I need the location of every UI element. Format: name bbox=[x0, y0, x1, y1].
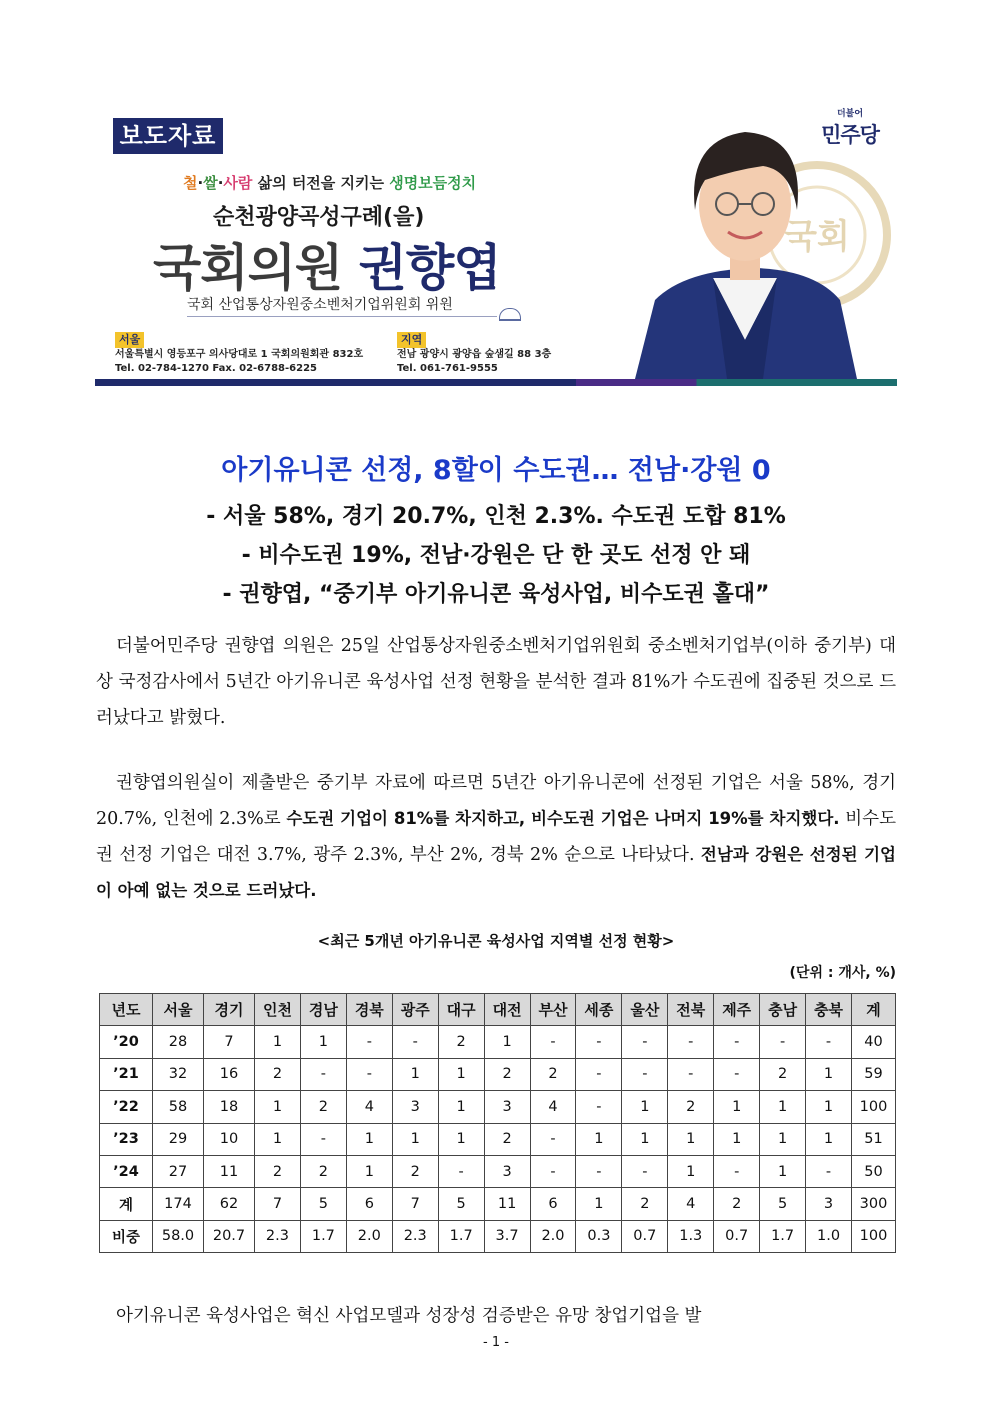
table-cell: 1 bbox=[806, 1058, 852, 1090]
table-cell: - bbox=[714, 1155, 760, 1187]
table-cell: 1 bbox=[255, 1026, 301, 1058]
table-header-cell: 경북 bbox=[346, 994, 392, 1026]
table-cell: 1 bbox=[346, 1123, 392, 1155]
table-cell: - bbox=[438, 1155, 484, 1187]
table-cell: - bbox=[760, 1026, 806, 1058]
table-header-cell: 대전 bbox=[484, 994, 530, 1026]
lawmaker-name: 권향엽 bbox=[358, 239, 501, 297]
local-address: 전남 광양시 광양읍 숲샘길 88 3층 bbox=[397, 349, 552, 360]
slogan-middle: 삶의 터전을 지키는 bbox=[252, 174, 390, 192]
table-cell: 6 bbox=[346, 1188, 392, 1220]
district-name: 순천광양곡성구례(을) bbox=[213, 205, 425, 230]
table-cell: 1 bbox=[622, 1091, 668, 1123]
page-number: - 1 - bbox=[483, 1335, 509, 1350]
table-cell: 51 bbox=[851, 1123, 895, 1155]
table-cell: 6 bbox=[530, 1188, 576, 1220]
table-cell: 4 bbox=[530, 1091, 576, 1123]
table-header-cell: 경남 bbox=[300, 994, 346, 1026]
seal-text: 국회 bbox=[784, 217, 850, 257]
table-cell: 300 bbox=[851, 1188, 895, 1220]
party-logo-small: 더불어 bbox=[836, 109, 864, 119]
table-cell: - bbox=[806, 1155, 852, 1187]
table-cell: 3 bbox=[392, 1091, 438, 1123]
lawmaker-prefix: 국회의원 bbox=[153, 239, 359, 297]
table-cell: 1 bbox=[576, 1123, 622, 1155]
seoul-phone: Tel. 02-784-1270 Fax. 02-6788-6225 bbox=[115, 363, 317, 374]
local-tag: 지역 bbox=[397, 332, 426, 348]
slogan-word-3: 사람 bbox=[223, 174, 253, 192]
table-cell: 1 bbox=[438, 1123, 484, 1155]
subtitle-2: - 비수도권 19%, 전남·강원은 단 한 곳도 선정 안 돼 bbox=[241, 543, 751, 568]
table-cell: - bbox=[622, 1155, 668, 1187]
table-header-cell: 부산 bbox=[530, 994, 576, 1026]
table-cell: 11 bbox=[484, 1188, 530, 1220]
slogan-word-4: 생명보듬정치 bbox=[389, 174, 477, 192]
table-header-cell: 대구 bbox=[438, 994, 484, 1026]
table-cell: 18 bbox=[204, 1091, 255, 1123]
table-cell: - bbox=[346, 1058, 392, 1090]
slogan-word-1: 철 bbox=[183, 174, 198, 192]
party-logo bbox=[815, 106, 885, 149]
table-cell: 1 bbox=[300, 1026, 346, 1058]
table-cell: - bbox=[530, 1155, 576, 1187]
table-cell: 7 bbox=[204, 1026, 255, 1058]
table-cell: 27 bbox=[153, 1155, 204, 1187]
table-cell: 28 bbox=[153, 1026, 204, 1058]
table-cell: 2 bbox=[760, 1058, 806, 1090]
table-cell: - bbox=[530, 1026, 576, 1058]
slogan: 철·쌀·사람 삶의 터전을 지키는 생명보듬정치 bbox=[183, 174, 477, 192]
table-row bbox=[100, 1058, 896, 1090]
table-cell: 1 bbox=[392, 1123, 438, 1155]
table-cell: 20.7 bbox=[204, 1220, 255, 1252]
paragraph-1: 더불어민주당 권향엽 의원은 25일 산업통상자원중소벤처기업위원회 중소벤처기업부(이하 중기부) 대상 국정감사에서 5년간 아기유니콘 육성사업 선정 현황을 분석한 결과 81%가 수도권에 집중된 것으로 드러났다고 밝혔다. bbox=[96, 636, 896, 728]
table-cell: 1 bbox=[760, 1123, 806, 1155]
table-row bbox=[100, 1026, 896, 1058]
table-cell: 2 bbox=[530, 1058, 576, 1090]
seoul-tag: 서울 bbox=[115, 332, 144, 348]
table-row-header: ’24 bbox=[100, 1155, 153, 1187]
table-cell: - bbox=[806, 1026, 852, 1058]
committee-label: 국회 산업통상자원중소벤처기업위원회 위원 bbox=[187, 297, 453, 313]
table-cell: 2 bbox=[622, 1188, 668, 1220]
table-cell: 1 bbox=[346, 1155, 392, 1187]
table-cell: 1 bbox=[438, 1091, 484, 1123]
table-cell: 16 bbox=[204, 1058, 255, 1090]
table-row-header: ’21 bbox=[100, 1058, 153, 1090]
paragraph-2 bbox=[96, 765, 896, 909]
table-cell: 2 bbox=[714, 1188, 760, 1220]
table-cell: 2 bbox=[300, 1091, 346, 1123]
table-header-cell: 세종 bbox=[576, 994, 622, 1026]
table-cell: 7 bbox=[255, 1188, 301, 1220]
table-cell: - bbox=[530, 1123, 576, 1155]
table-cell: - bbox=[300, 1058, 346, 1090]
table-cell: 5 bbox=[438, 1188, 484, 1220]
table-row-header: 계 bbox=[100, 1188, 153, 1220]
table-cell: 1 bbox=[255, 1123, 301, 1155]
table-row bbox=[100, 1220, 896, 1252]
table-cell: 1 bbox=[438, 1058, 484, 1090]
table-cell: 1 bbox=[806, 1091, 852, 1123]
selection-status-table bbox=[99, 993, 896, 1253]
table-cell: - bbox=[714, 1058, 760, 1090]
table-header-cell: 년도 bbox=[100, 994, 153, 1026]
table-row-header: ’22 bbox=[100, 1091, 153, 1123]
table-cell: - bbox=[622, 1026, 668, 1058]
table-cell: 174 bbox=[153, 1188, 204, 1220]
table-cell: - bbox=[576, 1058, 622, 1090]
committee-divider bbox=[187, 316, 497, 317]
party-logo-name: 민주당 bbox=[821, 123, 879, 147]
table-cell: - bbox=[392, 1026, 438, 1058]
table-cell: 1.7 bbox=[438, 1220, 484, 1252]
headline: 아기유니콘 선정, 8할이 수도권… 전남·강원 0 bbox=[221, 455, 771, 486]
table-cell: 1 bbox=[576, 1188, 622, 1220]
seoul-address: 서울특별시 영등포구 의사당대로 1 국회의원회관 832호 bbox=[115, 349, 364, 360]
table-cell: - bbox=[300, 1123, 346, 1155]
table-cell: - bbox=[622, 1058, 668, 1090]
table-cell: 1 bbox=[760, 1091, 806, 1123]
table-row bbox=[100, 1123, 896, 1155]
table-row bbox=[100, 1091, 896, 1123]
table-cell: 0.7 bbox=[714, 1220, 760, 1252]
table-header-cell: 울산 bbox=[622, 994, 668, 1026]
table-cell: 100 bbox=[851, 1091, 895, 1123]
table-header-cell: 계 bbox=[851, 994, 895, 1026]
subtitle-1: - 서울 58%, 경기 20.7%, 인천 2.3%. 수도권 도합 81% bbox=[206, 504, 786, 529]
table-cell: 5 bbox=[300, 1188, 346, 1220]
table-row-header: ’20 bbox=[100, 1026, 153, 1058]
table-cell: 4 bbox=[346, 1091, 392, 1123]
table-cell: 0.3 bbox=[576, 1220, 622, 1252]
table-cell: 2 bbox=[668, 1091, 714, 1123]
table-cell: 0.7 bbox=[622, 1220, 668, 1252]
table-row-header: ’23 bbox=[100, 1123, 153, 1155]
table-cell: 59 bbox=[851, 1058, 895, 1090]
table-unit: (단위 : 개사, %) bbox=[789, 965, 896, 981]
table-cell: 2 bbox=[300, 1155, 346, 1187]
table-cell: 10 bbox=[204, 1123, 255, 1155]
table-header-cell: 충북 bbox=[806, 994, 852, 1026]
table-header-cell: 충남 bbox=[760, 994, 806, 1026]
table-row bbox=[100, 1188, 896, 1220]
table-cell: 58 bbox=[153, 1091, 204, 1123]
table-cell: 1.7 bbox=[300, 1220, 346, 1252]
table-header-cell: 인천 bbox=[255, 994, 301, 1026]
table-cell: 1 bbox=[668, 1123, 714, 1155]
paragraph-2-text-2: 비수도권 선정 기업은 대전 3.7%, 광주 2.3%, 부산 2%, 경북 2% 순으로 나타났다. bbox=[96, 809, 896, 865]
table-row-header: 비중 bbox=[100, 1220, 153, 1252]
table-cell: 1 bbox=[392, 1058, 438, 1090]
table-cell: 2 bbox=[438, 1026, 484, 1058]
table-cell: 1 bbox=[622, 1123, 668, 1155]
table-cell: 1 bbox=[714, 1123, 760, 1155]
table-cell: 1 bbox=[806, 1123, 852, 1155]
table-cell: 2 bbox=[484, 1058, 530, 1090]
table-cell: - bbox=[668, 1026, 714, 1058]
table-cell: 1.7 bbox=[760, 1220, 806, 1252]
local-phone: Tel. 061-761-9555 bbox=[397, 363, 498, 374]
table-header-cell: 제주 bbox=[714, 994, 760, 1026]
table-cell: - bbox=[346, 1026, 392, 1058]
table-cell: 2.3 bbox=[255, 1220, 301, 1252]
table-header-cell: 경기 bbox=[204, 994, 255, 1026]
table-cell: - bbox=[576, 1026, 622, 1058]
table-cell: 1 bbox=[714, 1091, 760, 1123]
press-release-badge: 보도자료 bbox=[113, 118, 223, 154]
lawmaker-title bbox=[153, 228, 501, 300]
table-cell: 62 bbox=[204, 1188, 255, 1220]
table-row bbox=[100, 1155, 896, 1187]
header-color-bar bbox=[95, 379, 897, 386]
table-cell: 58.0 bbox=[153, 1220, 204, 1252]
table-header-cell: 서울 bbox=[153, 994, 204, 1026]
table-cell: 7 bbox=[392, 1188, 438, 1220]
table-cell: - bbox=[576, 1155, 622, 1187]
table-cell: 2 bbox=[484, 1123, 530, 1155]
table-cell: 4 bbox=[668, 1188, 714, 1220]
table-cell: 1 bbox=[484, 1026, 530, 1058]
table-cell: 32 bbox=[153, 1058, 204, 1090]
table-cell: 1.3 bbox=[668, 1220, 714, 1252]
table-cell: 100 bbox=[851, 1220, 895, 1252]
table-cell: 2.3 bbox=[392, 1220, 438, 1252]
table-cell: 3.7 bbox=[484, 1220, 530, 1252]
table-cell: - bbox=[576, 1091, 622, 1123]
table-cell: 50 bbox=[851, 1155, 895, 1187]
table-header-cell: 전북 bbox=[668, 994, 714, 1026]
table-cell: 2 bbox=[255, 1155, 301, 1187]
slogan-word-2: 쌀 bbox=[203, 174, 218, 192]
assembly-building-icon bbox=[499, 308, 521, 321]
table-cell: - bbox=[668, 1058, 714, 1090]
table-cell: 1.0 bbox=[806, 1220, 852, 1252]
table-cell: 2 bbox=[392, 1155, 438, 1187]
table-cell: 11 bbox=[204, 1155, 255, 1187]
table-cell: 3 bbox=[806, 1188, 852, 1220]
paragraph-2-text-1: 권향엽의원실이 제출받은 중기부 자료에 따르면 5년간 아기유니콘에 선정된 기업은 서울 58%, 경기 20.7%, 인천에 2.3%로 bbox=[96, 773, 896, 829]
table-cell: 1 bbox=[255, 1091, 301, 1123]
table-cell: 2.0 bbox=[346, 1220, 392, 1252]
table-cell: 1 bbox=[760, 1155, 806, 1187]
table-cell: 40 bbox=[851, 1026, 895, 1058]
table-cell: 5 bbox=[760, 1188, 806, 1220]
paragraph-3: 아기유니콘 육성사업은 혁신 사업모델과 성장성 검증받은 유망 창업기업을 발 bbox=[116, 1306, 702, 1326]
table-cell: 1 bbox=[668, 1155, 714, 1187]
table-cell: - bbox=[714, 1026, 760, 1058]
press-header bbox=[95, 100, 897, 387]
table-title: <최근 5개년 아기유니콘 육성사업 지역별 선정 현황> bbox=[317, 932, 675, 950]
table-header-cell: 광주 bbox=[392, 994, 438, 1026]
paragraph-2-bold-2: 전남과 강원은 선정된 기업이 아예 없는 것으로 드러났다. bbox=[96, 845, 897, 900]
table-cell: 29 bbox=[153, 1123, 204, 1155]
paragraph-2-bold-1: 수도권 기업이 81%를 차지하고, 비수도권 기업은 나머지 19%를 차지했다. bbox=[286, 809, 840, 828]
subtitle-3: - 권향엽, “중기부 아기유니콘 육성사업, 비수도권 홀대” bbox=[222, 582, 770, 607]
table-cell: 3 bbox=[484, 1155, 530, 1187]
table-cell: 2.0 bbox=[530, 1220, 576, 1252]
table-cell: 2 bbox=[255, 1058, 301, 1090]
table-body bbox=[100, 1026, 896, 1253]
table-cell: 3 bbox=[484, 1091, 530, 1123]
table-header-row bbox=[100, 994, 896, 1026]
